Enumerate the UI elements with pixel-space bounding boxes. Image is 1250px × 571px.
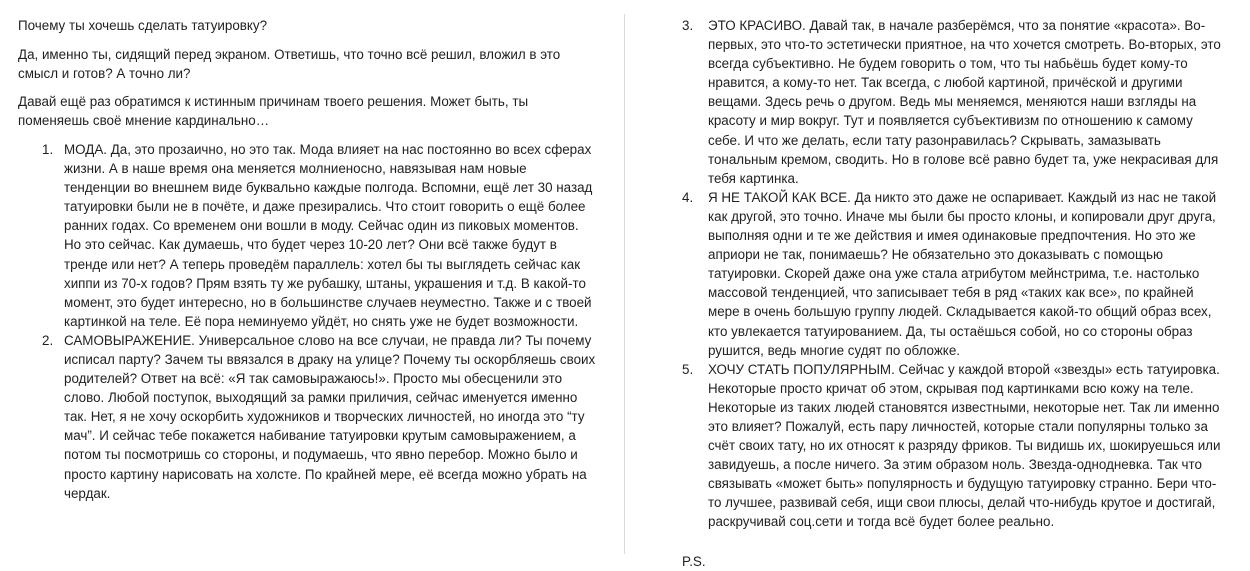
title-question: Почему ты хочешь сделать татуировку? [18,18,268,33]
list-item-number: 2. [42,332,54,348]
list-item-number: 5. [682,361,694,377]
list-item-text: САМОВЫРАЖЕНИЕ. Универсальное слово на все случаи, не правда ли? Ты почему исписал парту? Зачем ты ввязался в драку на улице? Почему ты оскорбляешь своих родителей? Ответ на всё: «Я так самовыражаюсь!». Просто мы обесценили это слово. Любой поступок, выходящий за рамки приличия, сейчас именуется именно так. Нет, я не хочу оскорбить художников и творческих личностей, но иногда это “ту мач”. И сейчас тебе покажется набивание татуировки крутым самовыражением, а потом ты посмотришь со стороны, и подумаешь, что явно перебор. Можно было и просто картину нарисовать на холсте. По крайней мере, её всегда можно убрать на чердак. [64,332,596,501]
intro-paragraph-2: Давай ещё раз обратимся к истинным причинам твоего решения. Может быть, ты поменяешь своё мнение кардинально… [18,94,529,129]
list-item-beauty [682,16,1228,188]
list-item-not-like-others [682,188,1228,360]
right-page-column [625,0,1250,569]
list-item-number: 1. [42,141,54,157]
postscript: P.S. [682,553,706,569]
list-item-text: Я НЕ ТАКОЙ КАК ВСЕ. Да никто это даже не оспаривает. Каждый из нас не такой как другой, это точно. Иначе мы были бы просто клоны, и копировали друг друга, выполняя одни и те же действия и имея одинаковые предпочтения. Но это же априори не так, понимаешь? Не обязательно это доказывать с помощью татуировки. Скорей даже она уже стала атрибутом мейнстрима, т.е. настолько массовой тенденцией, что записывает тебя в ряд «таких как все», по крайней мере в очень большую группу людей. Складывается какой-то общий образ всех, кто увлекается татуированием. Да, ты остаёшься собой, но со стороны образ рушится, ведь многие судят по обложке. [708,189,1217,358]
left-page-column [0,0,624,554]
reasons-list-left [18,140,596,503]
list-item-number: 3. [682,18,694,33]
list-item-text: МОДА. Да, это прозаично, но это так. Мода влияет на нас постоянно во всех сферах жизни. А в наше время она меняется молниеносно, навязывая нам новые тенденции во внешнем виде буквально каждые полгода. Вспомни, ещё лет 30 назад татуировки были не в почёте, и даже презирались. Что стоит говорить о ещё более ранних годах. Со временем они вошли в моду. Сейчас один из пиковых моментов. Но это сейчас. Как думаешь, что будет через 10-20 лет? Они всё также будут в тренде или нет? А теперь проведём параллель: хотел бы ты выглядеть сейчас как хиппи из 70-х годов? Прям взять ту же рубашку, штаны, украшения и т.д. В какой-то момент, это будет интересно, но в большинстве случаев неуместно. Также и с твоей картинкой на теле. Её пора неминуемо уйдёт, но снять уже не будет возможности. [64,141,593,329]
list-item-number: 4. [682,189,694,205]
list-item-text: ЭТО КРАСИВО. Давай так, в начале разберёмся, что за понятие «красота». Во-первых, это что-то эстетически приятное, на что хочется смотреть. Во-вторых, это всегда субъективно. Не будем говорить о том, что ты набьёшь будет кому-то нравится, а кому-то нет. Так всегда, с любой картиной, причёской и другими вещами. Здесь речь о другом. Ведь мы меняемся, меняются наши взгляды на красоту и мир вокруг. Тут и появляется субъективизм по отношению к самому себе. И что же делать, если тату разонравилась? Скрывать, замазывать тональным кремом, сводить. Но в голове всё равно будет та, уже некрасивая для тебя картинка. [708,18,1221,186]
list-item-self-expression [18,331,596,503]
list-item-text: ХОЧУ СТАТЬ ПОПУЛЯРНЫМ. Сейчас у каждой второй «звезды» есть татуировка. Некоторые просто кричат об этом, скрывая под картинками всю кожу на теле. Некоторые из таких людей становятся известными, некоторые нет. Так ли именно это влияет? Пожалуй, есть пару личностей, которые стали популярны только за счёт своих тату, но их относят к разряду фриков. Ты видишь их, шокируешься или завидуешь, а после ничего. За этим образом ноль. Звезда-однодневка. Так что связывать «может быть» популярность и будущую татуировку странно. Бери что-то лучшее, развивай себя, ищи свои плюсы, делай что-нибудь крутое и достигай, раскручивай соц.сети и тогда всё будет более реально. [708,361,1221,530]
reasons-list-right [682,16,1228,532]
list-item-popularity [682,360,1228,532]
intro-paragraph-1: Да, именно ты, сидящий перед экраном. Ответишь, что точно всё решил, вложил в это смысл и готов? А точно ли? [18,46,561,81]
list-item-fashion [18,140,596,331]
